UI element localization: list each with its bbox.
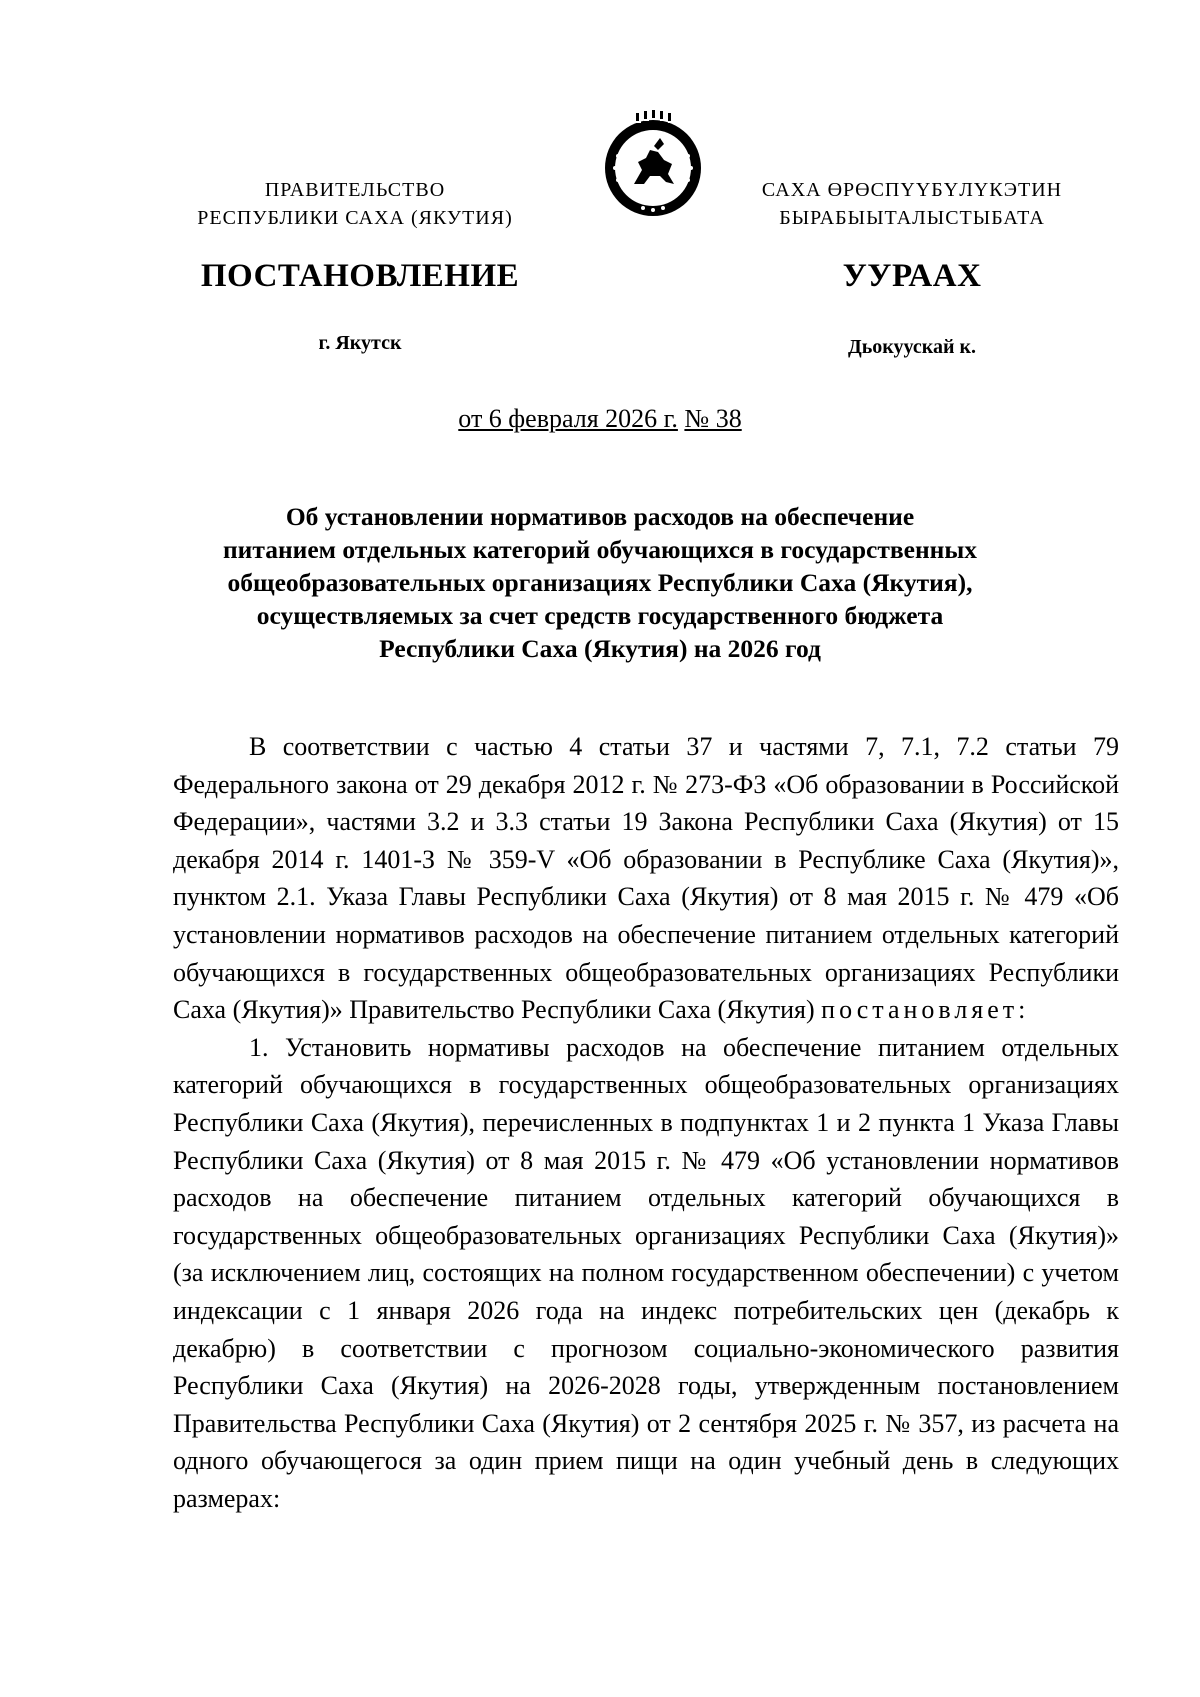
title-line: общеобразовательных организациях Республики Саха (Якутия), — [227, 568, 973, 597]
city-sakha: Дьокуускай к. — [847, 336, 977, 358]
header-right — [712, 176, 1112, 232]
header-left-line1: ПРАВИТЕЛЬСТВО — [264, 179, 446, 201]
title-line: питанием отдельных категорий обучающихся в государственных — [222, 535, 978, 564]
resolves-word: постановляет: — [821, 995, 1030, 1025]
preamble-paragraph — [173, 728, 1119, 1029]
coat-of-arms-icon — [598, 110, 708, 220]
document-title — [180, 500, 1020, 665]
title-line: Республики Саха (Якутия) на 2026 год — [379, 634, 821, 663]
document-date: от 6 февраля 2026 г. — [458, 404, 678, 433]
header-right-line1: САХА ӨРӨСПҮҮБҮЛҮКЭТИН — [761, 179, 1063, 201]
item-1-paragraph: 1. Установить нормативы расходов на обеспечение питанием отдельных категорий обучающихся в государственных общеобразовательных организациях Республики Саха (Якутия), перечисленных в подпунктах 1 и 2 пункта 1 Указа Главы Республики Саха (Якутия) от 8 мая 2015 г. № 479 «Об установлении нормативов расходов на обеспечение питанием отдельных категорий обучающихся в государственных общеобразовательных организациях Республики Саха (Якутия)» (за исключением лиц, состоящих на полном государственном обеспечении) с учетом индексации с 1 января 2026 года на индекс потребительских цен (декабрь к декабрю) в соответствии с прогнозом социально-экономического развития Республики Саха (Якутия) на 2026-2028 годы, утвержденным постановлением Правительства Республики Саха (Якутия) от 2 сентября 2025 г. № 357, из расчета на одного обучающегося за один прием пищи на один учебный день в следующих размерах: — [173, 1032, 1119, 1513]
date-number-line — [150, 403, 1050, 435]
doc-type-ru: ПОСТАНОВЛЕНИЕ — [200, 258, 520, 294]
header-left — [150, 176, 560, 232]
city-ru: г. Якутск — [318, 332, 402, 354]
document-number: № 38 — [684, 404, 742, 433]
title-line: осуществляемых за счет средств государственного бюджета — [256, 601, 944, 630]
title-line: Об установлении нормативов расходов на обеспечение — [285, 502, 915, 531]
preamble-text: В соответствии с частью 4 статьи 37 и частями 7, 7.1, 7.2 статьи 79 Федерального закона от 29 декабря 2012 г. № 273-ФЗ «Об образовании в Российской Федерации», частями 3.2 и 3.3 статьи 19 Закона Республики Саха (Якутия) от 15 декабря 2014 г. 1401-З № 359-V «Об образовании в Республике Саха (Якутия)», пунктом 2.1. Указа Главы Республики Саха (Якутия) от 8 мая 2015 г. № 479 «Об установлении нормативов расходов на обеспечение питанием отдельных категорий обучающихся в государственных общеобразовательных организациях Республики Саха (Якутия)» Правительство Республики Саха (Якутия) — [173, 732, 1119, 1025]
header-right-line2: БЫРАБЫЫТАЛЫСТЫБАТА — [779, 207, 1045, 229]
header-left-line2: РЕСПУБЛИКИ САХА (ЯКУТИЯ) — [197, 207, 513, 229]
doc-type-sakha: УУРААХ — [842, 258, 982, 294]
document-body — [173, 728, 1119, 1517]
